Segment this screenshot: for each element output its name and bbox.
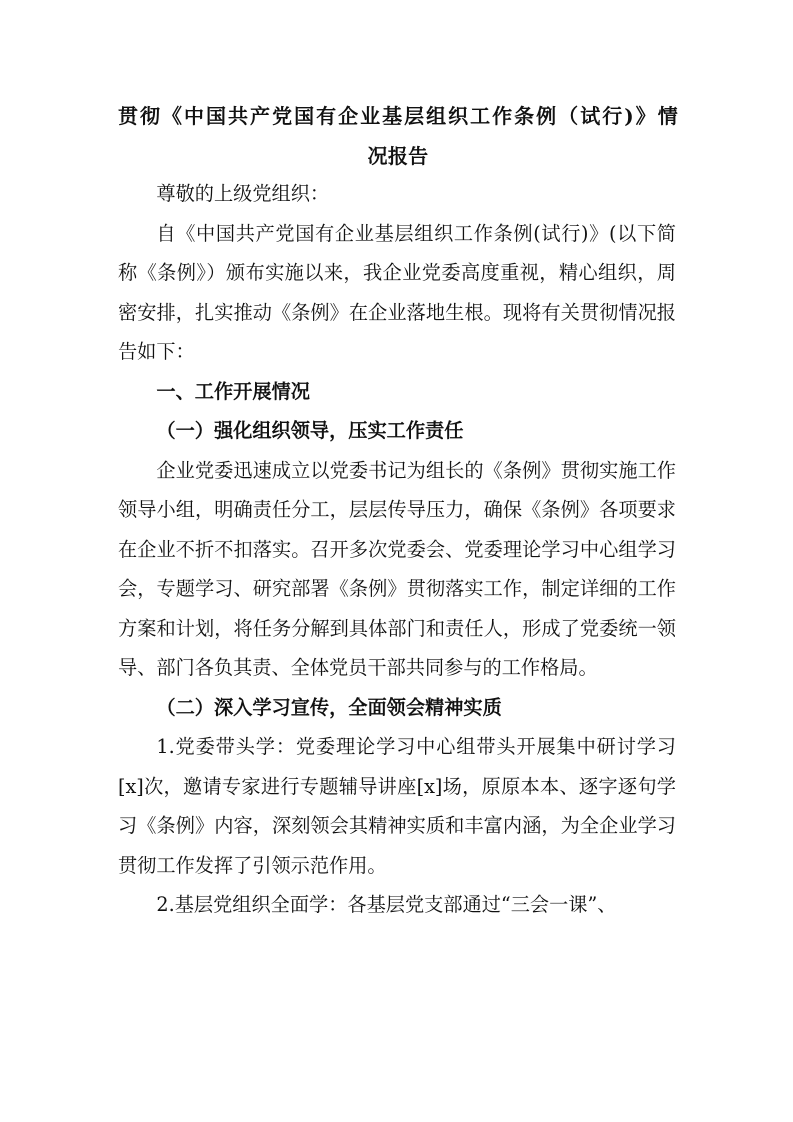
list-item-2: 2.基层党组织全面学：各基层党支部通过“三会一课”、: [156, 893, 617, 916]
list-item-1: 1.党委带头学：党委理论学习中心组带头开展集中研讨学习[x]次，邀请专家进行专题辅导讲座[x]场，原原本本、逐字逐句学习《条例》内容，深刻领会其精神实质和丰富内涵，为全企业学习贯彻工作发挥了引领示范作用。: [118, 735, 676, 877]
subsection-1-paragraph: 企业党委迅速成立以党委书记为组长的《条例》贯彻实施工作领导小组，明确责任分工，层层传导压力，确保《条例》各项要求在企业不折不扣落实。召开多次党委会、党委理论学习中心组学习会，专题学习、研究部署《条例》贯彻落实工作，制定详细的工作方案和计划，将任务分解到具体部门和责任人，形成了党委统一领导、部门各负其责、全体党员干部共同参与的工作格局。: [118, 458, 676, 679]
subsection-heading-2: （二）深入学习宣传，全面领会精神实质: [156, 695, 502, 719]
title-line-1: 贯彻《中国共产党国有企业基层组织工作条例（试行)》情: [118, 104, 678, 128]
document-title: [118, 96, 678, 176]
section-heading-1: 一、工作开展情况: [156, 379, 310, 403]
intro-paragraph: 自《中国共产党国有企业基层组织工作条例(试行)》(以下简称《条例》）颁布实施以来，我企业党委高度重视，精心组织，周密安排，扎实推动《条例》在企业落地生根。现将有关贯彻情况报告如下：: [118, 221, 676, 363]
document-body: [118, 174, 676, 925]
subsection-heading-1: （一）强化组织领导，压实工作责任: [156, 419, 464, 442]
salutation: 尊敬的上级党组织：: [156, 182, 330, 205]
title-line-2: 况报告: [367, 144, 429, 168]
